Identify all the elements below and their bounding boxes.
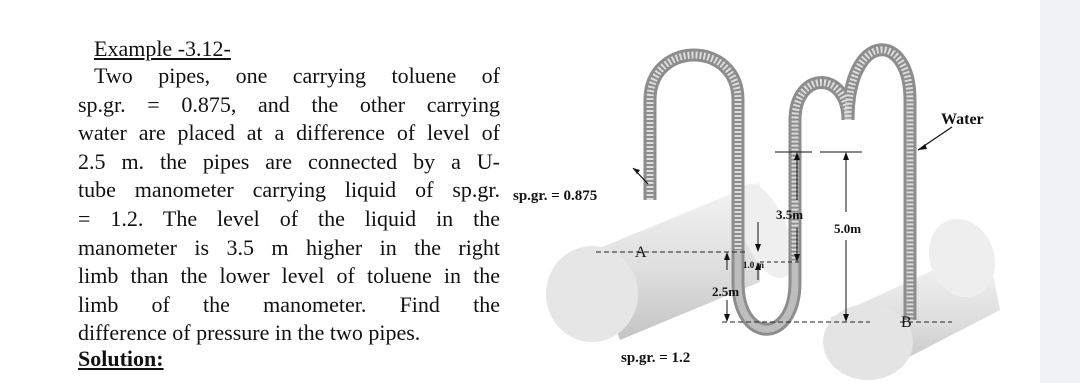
statement-line: manometer is 3.5 m higher in the right	[78, 234, 500, 260]
statement-line: 2.5 m. the pipes are connected by a U-	[78, 148, 500, 174]
solution-heading: Solution:	[78, 346, 164, 371]
statement-line: Two pipes, one carrying toluene of	[94, 63, 500, 88]
toluene-sg-label: sp.gr. = 0.875	[513, 188, 598, 204]
statement-line: difference of pressure in the two pipes.	[78, 320, 421, 346]
statement-line: water are placed at a difference of level of	[78, 120, 500, 146]
statement-line: = 1.2. The level of the liquid in the	[78, 205, 500, 231]
statement-line: limb than the lower level of toluene in the	[78, 263, 500, 289]
statement-line: limb of the manometer. Find the	[78, 291, 500, 317]
point-b-label: B	[901, 314, 912, 331]
dimension-2-5m-label: 2.5m	[712, 284, 740, 299]
example-title: Example -3.12-	[94, 36, 231, 61]
dimension-3-5m-label: 3.5m	[776, 207, 804, 222]
statement-line: tube manometer carrying liquid of sp.gr.	[78, 177, 500, 203]
dimension-5-0m-label: 5.0m	[834, 221, 862, 236]
manometer-sg-label: sp.gr. = 1.2	[621, 350, 691, 366]
point-a-label: A	[635, 244, 647, 261]
water-label-leader	[918, 127, 952, 150]
water-label: Water	[941, 111, 984, 128]
statement-line: sp.gr. = 0.875, and the other carrying	[78, 91, 500, 117]
dimension-5-0m	[820, 152, 862, 322]
side-panel	[1040, 0, 1080, 383]
dimension-1-0m-label: 1.0 m	[743, 260, 764, 270]
